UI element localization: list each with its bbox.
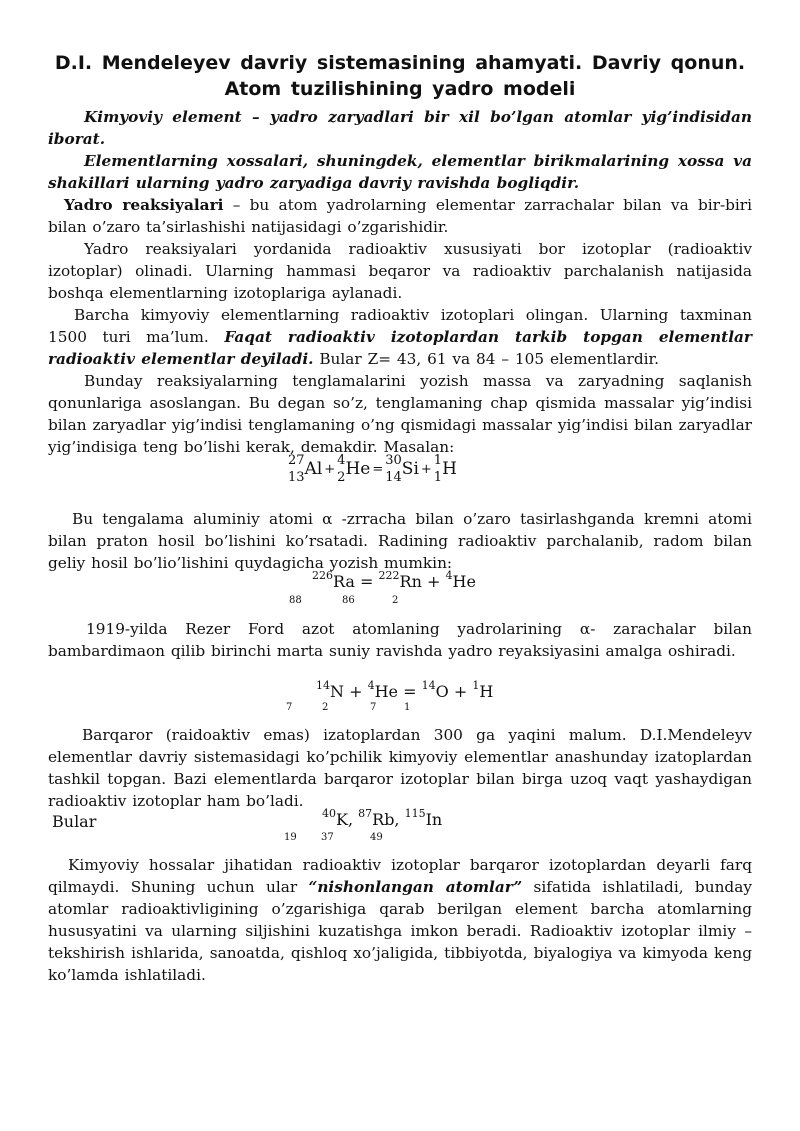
- equation-n-he: $^{14}$N + $^4$He = $^{14}$O + $^1$H: [316, 679, 494, 701]
- equation-al-he: [288, 452, 457, 486]
- plus-sign: +: [324, 461, 336, 477]
- nuclide-si-30: 30 14 Si: [385, 453, 419, 485]
- paragraph-labelled-atoms: [48, 854, 752, 986]
- label-bular: Bular: [52, 812, 97, 831]
- paragraph-periodic-law: Elementlarning xossalari, shuningdek, elementlar birikmalarining xossa va shakillari ularning yadro zaryadiga davriy ravishda bogliqdir.: [48, 152, 752, 192]
- paragraph-radioactive-elements: [48, 304, 752, 370]
- equals-sign: =: [372, 461, 384, 477]
- definition-nuclear-reactions: – bu atom yadrolarning elementar zarrachalar bilan va bir-biri bilan o’zaro ta’sirlashishi natijasidagi o’zgarishidir.: [48, 196, 753, 236]
- nuclide-al-27: 27 13 Al: [288, 453, 323, 485]
- plus-sign: +: [420, 461, 432, 477]
- equation-ra-decay-charges: 88 86 2: [289, 595, 399, 606]
- text-applications: sifatida ishlatiladi, bunday atomlar radioaktivligining o’zgarishiga qarab berilgan element barcha atomlarning hususyatini va ularning siljishini kuzatishga imkon beradi. Radioaktiv izotoplar ilmiy – tekshirish ishlarida, sanoatda, qishloq xo’jaligida, tibbiyotda, biyalogiya va kimyoda keng ko’lamda ishlatiladi.: [48, 878, 752, 984]
- text-element-numbers: Bular Z= 43, 61 va 84 – 105 elementlardir.: [313, 350, 659, 368]
- title-line-1: D.I. Mendeleyev davriy sistemasining ahamyati. Davriy qonun.: [54, 52, 746, 74]
- term-nuclear-reactions: Yadro reaksiyalari: [64, 196, 224, 214]
- equation-ra-decay: $^{226}$Ra = $^{222}$Rn + $^4$He: [312, 569, 476, 591]
- isotope-list-charges: 19 37 49: [284, 832, 383, 843]
- paragraph-alpha-reaction-explanation: Bu tengalama aluminiy atomi α -zrracha bilan o’zaro tasirlashganda kremni atomi bilan praton hosil bo’lishini ko’rsatadi. Radining radioaktiv parchalanib, radom bilan geliy hosil bo’lio’lishini quydagicha yozish mumkin:: [48, 510, 752, 572]
- text-chemical-properties: Kimyoviy hossalar jihatidan radioaktiv izotoplar barqaror izotoplardan deyarli farq qilmaydi. Shuning uchun ular: [48, 856, 752, 896]
- paragraph-rutherford-1919: 1919-yilda Rezer Ford azot atomlaning yadrolarining α- zarachalar bilan bambardimaon qilib birinchi marta suniy ravishda yadro reyaksiyasini amalga oshiradi.: [48, 620, 752, 660]
- nuclide-he-4: 4 2 He: [337, 453, 371, 485]
- paragraph-definition-element: Kimyoviy element – yadro zaryadlari bir xil bo’lgan atomlar yig’indisidan iborat.: [48, 108, 752, 148]
- title-line-2: Atom tuzilishining yadro modeli: [224, 78, 576, 100]
- text-isotope-count: Barcha kimyoviy elementlarning radioaktiv izotoplari olingan. Ularning taxminan 1500 turi ma’lum.: [48, 306, 752, 346]
- isotope-list-k-rb-in: $^{40}$K, $^{87}$Rb, $^{115}$In: [322, 807, 443, 829]
- paragraph-nuclear-reactions: [48, 194, 752, 238]
- term-labelled-atoms: “nishonlangan atomlar”: [308, 878, 523, 896]
- equation-n-he-charges: 7 2 7 1: [286, 702, 411, 713]
- definition-radioactive-elements: Faqat radioaktiv izotoplardan tarkib topgan elementlar radioaktiv elementlar deyiladi.: [48, 328, 752, 368]
- document-title: [40, 50, 760, 102]
- paragraph-conservation-laws: Bunday reaksiyalarning tenglamalarini yozish massa va zaryadning saqlanish qonunlariga asoslangan. Bu degan so’z, tenglamaning chap qismida massalar yig’indisi bilan zaryadlar yig’indisi tenglamaning o’ng qismidagi massalar yig’indisi bilan zaryadlar yig’indisiga teng bo’lishi kerak, demakdir. Masalan:: [48, 372, 752, 456]
- nuclide-h-1: 1 1 H: [433, 453, 457, 485]
- paragraph-radioactive-isotopes: Yadro reaksiyalari yordanida radioaktiv xususiyati bor izotoplar (radioaktiv izotoplar) olinadi. Ularning hammasi beqaror va radioaktiv parchalanish natijasida boshqa elementlarning izotoplariga aylanadi.: [48, 240, 752, 302]
- paragraph-stable-isotopes: Barqaror (raidoaktiv emas) izatoplardan 300 ga yaqini malum. D.I.Mendeleyv elementlar davriy sistemasidagi ko’pchilik kimyoviy elementlar anashunday izatoplardan tashkil topgan. Bazi elementlarda barqaror izotoplar bilan birga uzoq vaqt yashaydigan radioaktiv izotoplar ham bo’ladi.: [48, 726, 752, 810]
